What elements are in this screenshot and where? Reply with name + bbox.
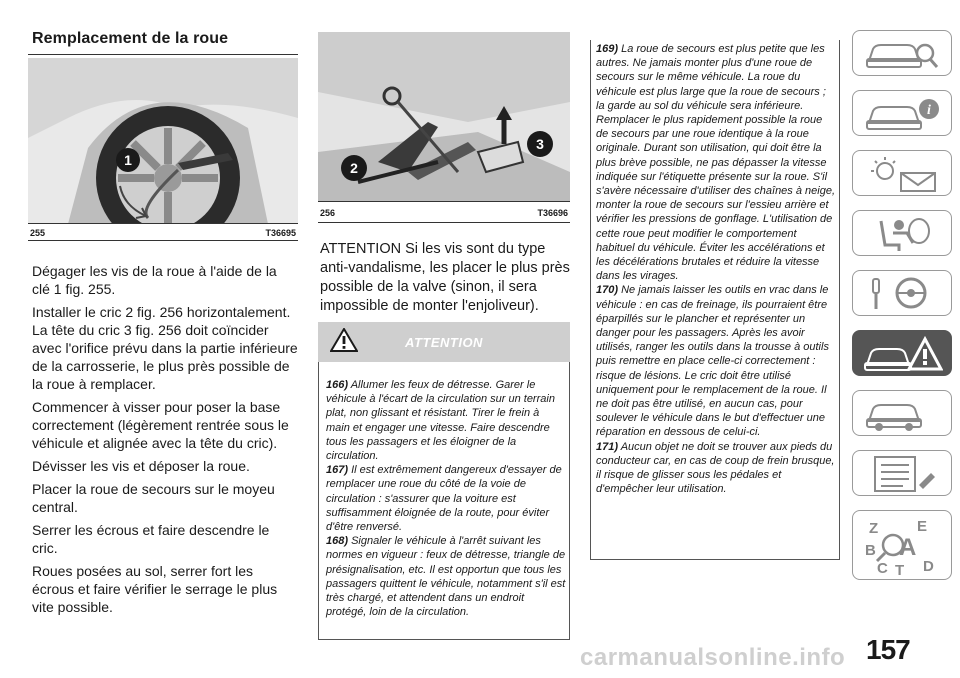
svg-text:T: T [895, 562, 905, 577]
tab-safety[interactable] [852, 210, 952, 256]
svg-text:Z: Z [869, 520, 879, 537]
title-rule [28, 54, 298, 55]
callout-2: 2 [350, 160, 358, 176]
tab-starting-driving[interactable] [852, 270, 952, 316]
alphabetical-index-icon [863, 515, 943, 577]
figure-number: 256 [320, 208, 336, 218]
figure-code: T36695 [265, 228, 296, 238]
column1-text [32, 262, 298, 621]
paragraph: Serrer les écrous et faire descendre le cric. [32, 522, 270, 556]
figure-number: 255 [30, 228, 46, 238]
figure-255-caption [30, 228, 296, 238]
figure-256-jack [318, 32, 570, 202]
callout-3: 3 [536, 136, 544, 152]
tab-car-info[interactable] [852, 90, 952, 136]
svg-text:B: B [865, 542, 876, 559]
callout-1: 1 [124, 152, 132, 168]
watermark: carmanualsonline.info [580, 644, 846, 671]
warning-item: 167) Il est extrêmement dangereux d'essayer de remplacer une roue du côté de la voie de circulation : s'assurer que la voiture est suffisamment éloignée de la route, pour éviter d'être renversé. [326, 464, 562, 534]
paragraph: Dévisser les vis et déposer la roue. [32, 458, 250, 474]
svg-text:E: E [917, 518, 928, 535]
caption-rule [28, 240, 298, 241]
tab-warning-lights[interactable] [852, 150, 952, 196]
warning-item: 171) Aucun objet ne doit se trouver aux pieds du conducteur car, en cas de coup de frein brusque, il risque de glisser sous les pédales et d'empêcher leur utilisation. [596, 440, 835, 496]
warning-item: 169) La roue de secours est plus petite que les autres. Ne jamais monter plus d'une roue de secours sur le même véhicule. La roue du véhicule est plus large que la roue de secours ; la garde au sol du véhicule sera inférieure. Remplacer le plus rapidement possible la roue de secours par une roue identique à la roue originale. Durant son utilisation, qui doit être la plus brève possible, ne pas dépasser la vitesse indiquée sur l'étiquette présente sur la roue. S'il s'avère nécessaire d'utiliser des chaînes à neige, monter la roue de secours sur l'essieu arrière et vérifier les pressions de gonflage. L'utilisation de cette roue peut modifier le comportement habituel du véhicule. Éviter les accélérations et les décélérations brutales et réduire la vitesse dans les virages. [596, 43, 836, 283]
caption-rule [318, 222, 570, 223]
paragraph: Installer le cric 2 fig. 256 horizontalement. La tête du cric 3 fig. 256 doit coïncider avec l'orifice prévu dans la partie inférieure de la carrosserie, le plus près possible de la roue à remplacer. [32, 304, 298, 392]
warning-light-mail-icon [863, 155, 943, 193]
warning-item: 166) Allumer les feux de détresse. Garer le véhicule à l'écart de la circulation sur un terrain plat, non glissant et résistant. Tirer le frein à main et engager une vitesse. Faire descendre tous les passagers et les éloigner de la circulation. [326, 379, 555, 463]
specifications-list-icon [863, 455, 943, 493]
car-service-icon [863, 395, 943, 433]
tab-technical-specs[interactable] [852, 450, 952, 496]
wheel-illustration [28, 58, 298, 224]
column3-warnings [596, 42, 836, 497]
svg-text:C: C [877, 560, 888, 577]
tab-emergency[interactable] [852, 330, 952, 376]
svg-text:D: D [923, 558, 934, 575]
warning-item: 168) Signaler le véhicule à l'arrêt suivant les normes en vigueur : feux de détresse, triangle de présignalisation, etc. Il est opportun que tous les passagers quittent le véhicule, notamment s'il est très chargé, et attendent dans un endroit protégé, loin de la circulation. [326, 535, 566, 619]
figure-255-wheel-wrench [28, 58, 298, 224]
antivandal-note: ATTENTION Si les vis sont du type anti-vandalisme, les placer le plus près possible de la valve (sinon, il sera impossible de monter l'enjoliveur). [320, 241, 570, 314]
svg-text:A: A [899, 534, 917, 561]
tab-car-search[interactable] [852, 30, 952, 76]
figure-code: T36696 [537, 208, 568, 218]
tab-maintenance[interactable] [852, 390, 952, 436]
paragraph: Dégager les vis de la roue à l'aide de la clé 1 fig. 255. [32, 263, 277, 297]
paragraph: Placer la roue de secours sur le moyeu central. [32, 481, 275, 515]
jack-illustration [318, 32, 570, 202]
svg-text:i: i [927, 103, 931, 118]
warning-item: 170) Ne jamais laisser les outils en vrac dans le véhicule : en cas de freinage, ils pourraient être éparpillés sur le plancher et représenter un danger pour les passagers. Après les avoir utilisés, ranger les outils dans la trousse à outils puis remettre en place celle-ci correctement : risque de lésions. Le cric doit être utilisé uniquement pour le remplacement de la roue. Il ne doit pas être utilisé, en aucun cas, pour soulever le véhicule dans le but d'effectuer une réparation en dessous de celui-ci. [596, 284, 829, 439]
attention-label: ATTENTION [405, 334, 483, 350]
section-title: Remplacement de la roue [32, 30, 229, 47]
warning-triangle-icon [330, 328, 358, 352]
paragraph: Commencer à visser pour poser la base correctement (légèrement rentrée sous le véhicule et alignée avec la tête du cric). [32, 399, 289, 451]
tab-index[interactable] [852, 510, 952, 580]
column2-warnings [326, 378, 566, 619]
page-number: 157 [866, 634, 910, 665]
paragraph: Roues posées au sol, serrer fort les écrous et faire vérifier le serrage le plus vite possible. [32, 563, 278, 615]
car-info-icon [863, 95, 943, 133]
airbag-seat-icon [863, 215, 943, 253]
car-breakdown-triangle-icon [863, 335, 943, 373]
car-search-icon [863, 35, 943, 73]
key-steering-wheel-icon [863, 275, 943, 313]
figure-256-caption [320, 208, 568, 218]
